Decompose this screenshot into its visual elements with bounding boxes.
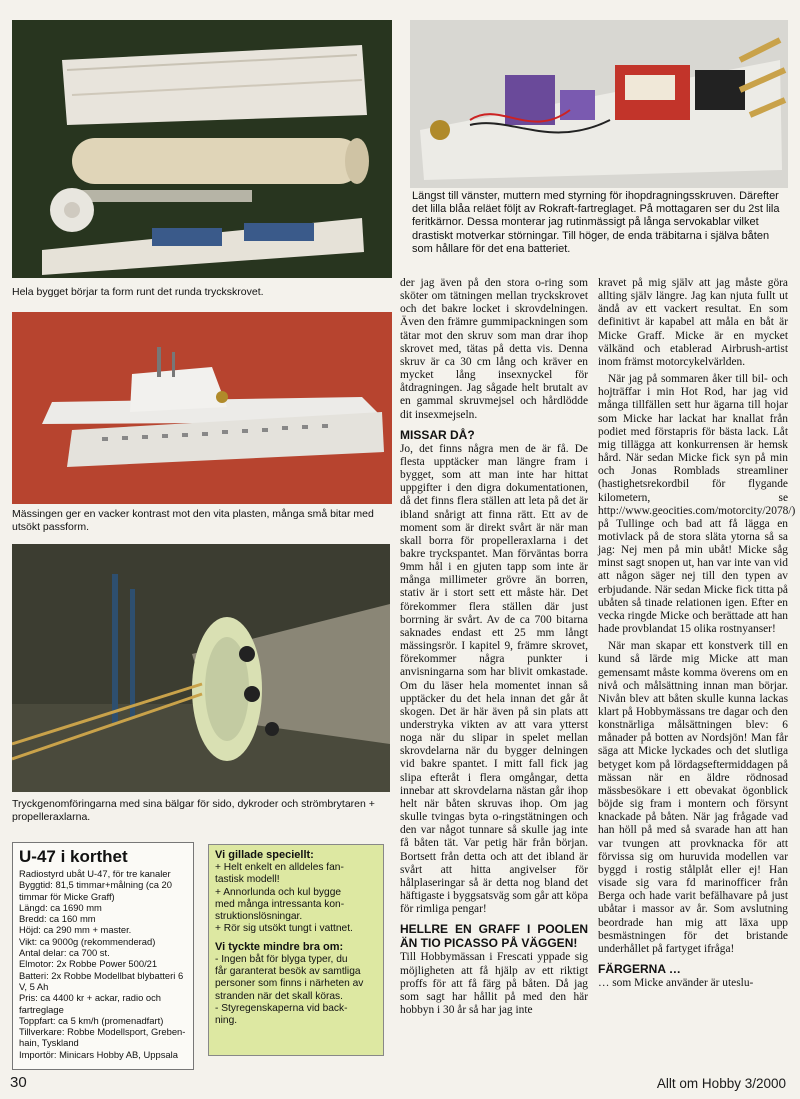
article-column-3 [598, 277, 796, 994]
verdict-bad-line: - Styregenskaperna vid back- [215, 1002, 348, 1014]
col3-paragraph-1: kravet på mig själv att jag måste göra allting själv längre. Jag kan njuta fullt ut ändå av ett vackert resultat. En som definitivt är kapabel att måla en båt är Micke Graff. Micke är en mycket välkänd och etablerad Airbrush-artist inom främst motorcykelvärlden. [598, 277, 788, 368]
verdict-good-title: Vi gillade speciellt: [215, 849, 314, 861]
fact-line: Elmotor: 2x Robbe Power 500/21 [19, 958, 158, 970]
col3-heading-fargerna: FÄRGERNA … [598, 961, 681, 976]
verdict-good-line: + Rör sig utsökt tungt i vattnet. [215, 923, 353, 935]
fact-line: Antal delar: ca 700 st. [19, 947, 110, 959]
col2-heading-graff: HELLRE EN GRAFF I POOLEN ÄN TIO PICASSO PÅ VÄGGEN! [400, 922, 588, 951]
fact-line: Toppfart: ca 5 km/h (promenadfart) [19, 1014, 164, 1026]
verdict-good-line: struktionslösningar. [215, 911, 303, 923]
fact-line: hain, Tyskland [19, 1037, 79, 1049]
col2-heading-missar: MISSAR DÅ? [400, 427, 475, 442]
fact-line: Pris: ca 4400 kr + ackar, radio och [19, 992, 161, 1004]
col2-paragraph-1: der jag även på den stora o-ring som sköter om tätningen mellan tryckskrovet och det bakre locket i skrovdelningen. Även den främre gummipackningen som tätar mot den skruv som man drar ihop skrovet med, tätas på detta vis. Denna skruv är ca 30 cm lång och kräver en mycket lång insexnyckel för åtdragningen. Jag sågade helt brutalt av en gammal skruvmejsel och hårdlödde dit insexmejseln. [400, 277, 588, 421]
verdict-bad-line: får garanterat besök av samtliga [215, 966, 361, 978]
fact-line: Höjd: ca 290 mm + master. [19, 924, 132, 936]
fact-line: Tillverkare: Robbe Modellsport, Greben- [19, 1026, 186, 1038]
fact-line: Radiostyrd ubåt U-47, för tre kanaler [19, 868, 171, 879]
fact-line: Importör: Minicars Hobby AB, Uppsala [19, 1048, 178, 1060]
col2-paragraph-2: Jo, det finns några men de är få. De flesta upptäcker man längre fram i bygget, som att man inte har hittat uppgifter i den digra dokumentationen, då det finns flera ställen att leta på det är ibland snårigt att finna rätt. Ett av de moment som är direkt svårt är när man skall borra för propelleraxlarna i det bakre tryckspantet. Man förväntas borra 9mm hål i en gjuten tapp som inte är många millimeter grövre än borren, stativ är i stort sett ett måste här. Det förekommer flera ställen där just borrning är svårt. Av de ca 700 bitarna saknades endast ett 25 mm långt mässingsrör. I kapitel 9, främre skrovet, förekommer några punkter i anvisningarna som har blivit omkastade. Om du läser hela momentet innan så upptäcker du det hela innan det går åt skogen. Det är här även på sin plats att understryka vikten av att vara ytterst noga när du slipar in spelet mellan skrovdelarna när du bygger delningen vid bakre spantet. I mitt fall fick jag slipa efteråt i flera omgångar, detta innebar att skrovdelarna nästan går ihop helt när båten skruvas ihop. Om jag skulle tvingas byta o-ringstätningen och den var något tunnare så skulle jag inte få båten tät. Var petig här från början. Bortsett från detta och att det ibland är svårt att hitta angivelser för hålplaseringar så är detta nog bland det häftigaste i byggsatsväg som går att köpa för rimliga pengar! [400, 442, 588, 916]
article-column-2 [400, 277, 588, 1021]
verdict-bad-line: - Ingen båt för blyga typer, du [215, 953, 348, 965]
fact-box [12, 842, 194, 1070]
col2-paragraph-3: Till Hobbymässan i Frescati yppade sig möjligheten att få hjälp av ett riktigt proffs för att få färg på båten. Då jag som sagt har hållit på med den här hobbyn i 30 år så har jag inte [400, 951, 588, 1016]
fact-line: Batteri: 2x Robbe Modellbat blybatteri 6 [19, 969, 184, 981]
verdict-bad-line: ning. [215, 1015, 238, 1027]
col3-paragraph-4: … som Micke använder är uteslu- [598, 976, 754, 989]
caption-photo-3: Mässingen ger en vacker kontrast mot den vita plasten, många små bitar med utsökt passform. [12, 508, 374, 533]
photo-bulkhead [12, 544, 390, 792]
col3-paragraph-3: När man skapar ett konstverk till en kund så lärde mig Micke att man gemensamt måste komma överens om en nivå och målsättning innan man börjar. Nivån blev att båten skulle kunna lackas klart på Hobbymässans tre dagar och den konstnärliga målsättningen blev: 6 månader på botten av Nordsjön! Man får säga att Micke lyckades och det slutliga betyget kom på lördagseftermiddagen på mässan när en äldre rödnosad mässbesökare i ett obevakat ögonblick böjde sig fram i montern och försynt knackade på båten. När jag frågade vad han höll på med så svarade han att han var tvungen att provknacka för att förvissa sig om huruvida modellen var byggd i rostig stålplåt eller ej! Han visade sig vara fd marinofficer från Berga och hade varit befälhavare på just ubåtar i massor av år. Som avslutning beordrade han mig att läxa upp besmästningen för det bristande underhållet på fartyget ifråga! [598, 640, 788, 955]
fact-line: Vikt: ca 9000g (rekommenderad) [19, 935, 156, 947]
caption-photo-1: Hela bygget börjar ta form runt det runda tryckskrovet. [12, 286, 264, 298]
caption-photo-2: Längst till vänster, muttern med styrning för ihopdragningsskruven. Därefter det lilla blåa reläet följt av Rokraft-fartreglaget. På mottagaren ser du 2st lila feritkärnor. Dessa monterar jag rutinmässigt på långa servokablar vilket drastiskt motverkar störningar. Till höger, de enda träbitarna i själva båten som hållare för det ena batteriet. [412, 190, 780, 255]
fact-line: Längd: ca 1690 mm [19, 901, 102, 913]
verdict-box [208, 844, 384, 1056]
verdict-bad-line: stranden när det skall köras. [215, 990, 343, 1002]
col3-paragraph-2: När jag på sommaren åker till bil- och hojträffar i min Hot Rod, har jag vid många tillfällen sett hur ägarna till hojar som Micke har lackat har knallat från podiet med förstapris för bästa lack. Låt mig tillägga att konkurrensen är hemsk hård. När sedan Micke fick syn på min och Jonas Romblads streamliner (hastighetsrekordbil för flygande kilometern, se http://www.geocities.com/motorcity/2078/) på Tullinge och bad att få lägga en motivlack på de stora släta ytorna så sa jag: Nej men på min ubåt! Micke såg minst sagt snopen ut, han var inte van vid att någon säger nej till den typen av erbjudande. När sedan Micke fick titta på ubåten så tinade relationen igen. Efter en vecka ringde Micke och berättade att han hade provblandat 15 olika rostnyanser! [598, 373, 796, 636]
fact-line: timmar för Micke Graff) [19, 890, 115, 902]
verdict-good-line: + Helt enkelt en alldeles fan- [215, 862, 344, 873]
fact-line: fartreglage [19, 1003, 64, 1015]
verdict-good-line: tastisk modell! [215, 874, 280, 886]
fact-line: Bredd: ca 160 mm [19, 913, 96, 925]
verdict-good-line: + Annorlunda och kul bygge [215, 886, 342, 898]
verdict-good-line: med många intressanta kon- [215, 898, 345, 910]
photo-electronics [410, 20, 788, 188]
verdict-bad-line: personer som finns i närheten av [215, 978, 364, 990]
caption-photo-4: Tryckgenomföringarna med sina bälgar för sido, dykroder och strömbrytaren + propelleraxlarna. [12, 798, 375, 823]
page-number: 30 [10, 1074, 27, 1091]
fact-line: Byggtid: 81,5 timmar+målning (ca 20 [19, 879, 172, 891]
fact-box-title: U-47 i korthet [19, 847, 128, 866]
fact-line: V, 5 Ah [19, 980, 49, 992]
photo-conning-tower [12, 312, 392, 504]
magazine-issue: Allt om Hobby 3/2000 [656, 1076, 786, 1091]
verdict-bad-title: Vi tyckte mindre bra om: [215, 940, 344, 953]
photo-hull-parts [12, 20, 392, 278]
